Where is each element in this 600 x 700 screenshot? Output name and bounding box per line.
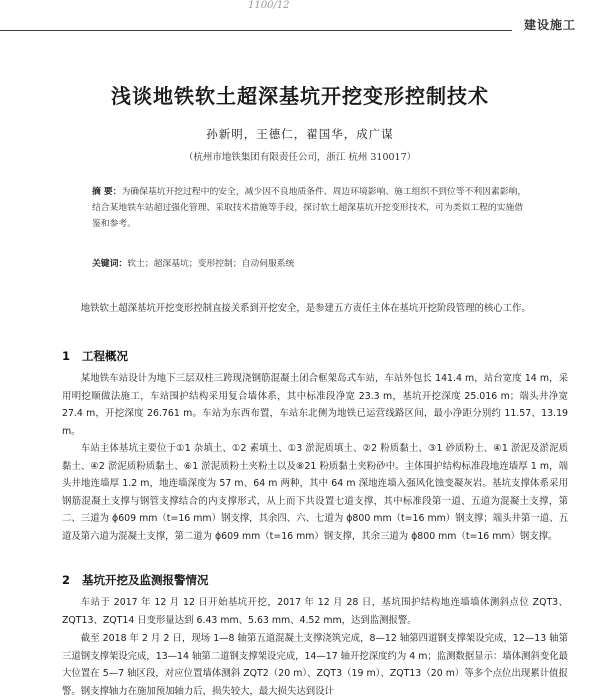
abstract-label: 摘 要： <box>92 187 122 197</box>
handwritten-note: 1100/12 <box>248 0 290 11</box>
abstract-text: 为确保基坑开挖过程中的安全，减少因不良地质条件、周边环境影响、施工组织不到位等不利因素影响，结合某地铁车站超过强化管理、采取技术措施等手段，探讨软土超深基坑开挖变形技术，可为类似工程的实施借鉴和参考。 <box>92 187 527 229</box>
section-2-number: 2 <box>62 573 71 587</box>
section-1-paragraph-2: 车站主体基坑主要位于①1 杂填土、①2 素填土、①3 淤泥质填土、②2 粉质黏土、③1 砂质粉土、④1 淤泥及淤泥质黏土、④2 淤泥质粉质黏土、⑥1 淤泥质粉土夹粉土以及⑧21 粉质黏土夹粉砂中。主体围护结构标准段地连墙厚 1 m，端头井地连墙厚 1.2 m，地连墙深度为 57 m、64 m 两种，其中 64 m 深地连墙入强风化蚀变凝灰岩。基坑支撑体系采用钢筋混凝土支撑与钢管支撑结合的内支撑形式，从上而下共设置七道支撑，其中标准段第一道、五道为混凝土支撑，第二、三道为 ϕ609 mm（t=16 mm）钢支撑，其余四、六、七道为 ϕ800 mm（t=16 mm）钢支撑；端头井第一道、五道及第六道为混凝土支撑，第二道为 ϕ609 mm（t=16 mm）钢支撑，其余三道为 ϕ800 mm（t=16 mm）钢支撑。 <box>62 443 568 542</box>
section-1-heading <box>62 348 128 364</box>
section-2-title: 基坑开挖及监测报警情况 <box>82 573 209 587</box>
page-header <box>0 0 600 38</box>
section-2-heading <box>62 572 209 588</box>
section-1-number: 1 <box>62 349 71 363</box>
keywords-label: 关键词： <box>92 259 128 269</box>
section-1-paragraph-1: 某地铁车站设计为地下三层双柱三跨现浇钢筋混凝土闭合框架岛式车站，车站外包长 141.4 m，站台宽度 14 m，采用明挖顺做法施工，车站围护结构采用复合墙体系，其中标准段净宽 23.3 m，基坑开挖深度 25.016 m；端头井净宽 27.4 m，开挖深度 26.761 m。车站为东西布置，车站东北侧为地铁已运营线路区间，最小净距分别约 11.57、13.19 m。 <box>62 373 568 437</box>
author-list: 孙新明，王德仁，翟国华，成广谋 <box>206 127 394 141</box>
section-2-paragraph-2: 截至 2018 年 2 月 2 日，现场 1—8 轴第五道混凝土支撑浇筑完成，8—12 轴第四道钢支撑架设完成，12—13 轴第三道钢支撑架设完成，13—14 轴第二道钢支撑架设完成，14—17 轴开挖深度约为 4 m；监测数据显示：墙体测斜变化最大位置在 5—7 轴区段，对应位置墙体测斜 ZQT2（20 m）、ZQT3（19 m）、ZQT13（20 m）等多个点位出现累计值报警。钢支撑轴力在施加预加轴力后，损失较大，最大损失达到设计 <box>62 633 568 697</box>
section-2-paragraph-1: 车站于 2017 年 12 月 12 日开始基坑开挖，2017 年 12 月 28 日，基坑围护结构地连墙墙体测斜点位 ZQT3、ZQT13、ZQT14 日变形量达到 6.43 mm、5.63 mm、4.52 mm，达到监测报警。 <box>62 597 568 626</box>
affiliation: （杭州市地铁集团有限责任公司，浙江 杭州 310017） <box>183 152 417 163</box>
abstract <box>92 184 528 232</box>
keywords <box>92 256 528 269</box>
header-divider <box>0 30 512 31</box>
intro-paragraph: 地铁软土超深基坑开挖变形控制直接关系到开挖安全，是参建五方责任主体在基坑开挖阶段管理的核心工作。 <box>80 303 531 314</box>
section-1-title: 工程概况 <box>82 349 128 363</box>
keywords-text: 软土；超深基坑；变形控制；自动伺服系统 <box>127 259 295 269</box>
section-label: 建设施工 <box>523 18 576 32</box>
page-title: 浅谈地铁软土超深基坑开挖变形控制技术 <box>111 84 489 108</box>
